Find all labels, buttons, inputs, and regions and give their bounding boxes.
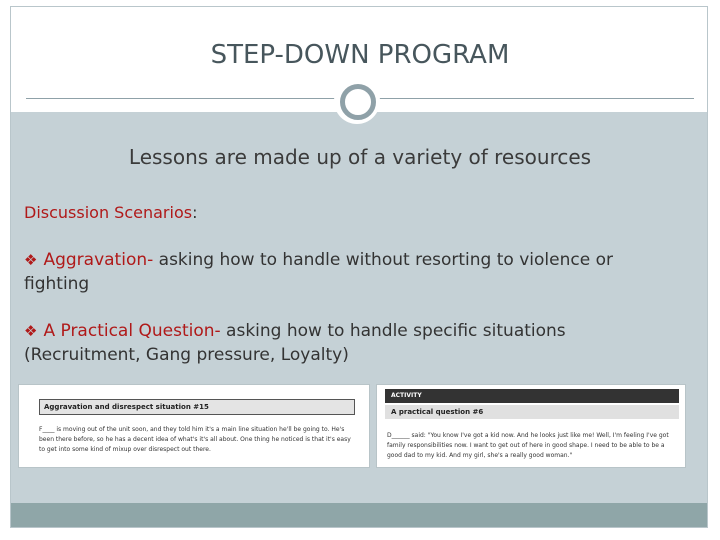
bullet-text: asking how to handle without resorting to violence or fighting [24,250,613,294]
card-text: F____ is moving out of the unit soon, and they told him it's a main line situation he'll be going to. He's been there before, so he has a decent idea of what's it's all about. One thing he noticed is that it's easy to get into some kind of mixup over disrespect out there. [39,426,351,453]
card-header: A practical question #6 [385,405,679,419]
bullet-text: asking how to handle specific situations (Recruitment, Gang pressure, Loyalty) [24,321,566,365]
card-header: Aggravation and disrespect situation #15 [39,399,355,415]
section-heading-colon: : [192,203,198,222]
bullet-item-aggravation [24,248,664,296]
diamond-bullet-icon: ❖ [24,251,38,269]
diamond-bullet-icon: ❖ [24,322,38,340]
slide-subtitle: Lessons are made up of a variety of resources [128,145,592,169]
divider-ring-icon [340,84,376,120]
section-heading [24,203,197,222]
bullet-lead: A Practical Question- [43,321,221,341]
card-activity-label: ACTIVITY [385,389,679,403]
scenario-card-practical-question [376,384,686,468]
card-text: D______ said: "You know I've got a kid now. And he looks just like me! Well, I'm feeling I've got family responsibilities now. I want to get out of here in good shape. I need to be able to be a good dad to my kid. And my girl, she's a really good woman." [387,432,669,459]
slide-title: STEP-DOWN PROGRAM [210,40,510,70]
bullet-lead: Aggravation- [43,250,154,270]
section-heading-text: Discussion Scenarios [24,203,193,222]
footer-bar [11,503,707,527]
bullet-item-practical-question [24,319,664,367]
scenario-card-aggravation [18,384,370,468]
